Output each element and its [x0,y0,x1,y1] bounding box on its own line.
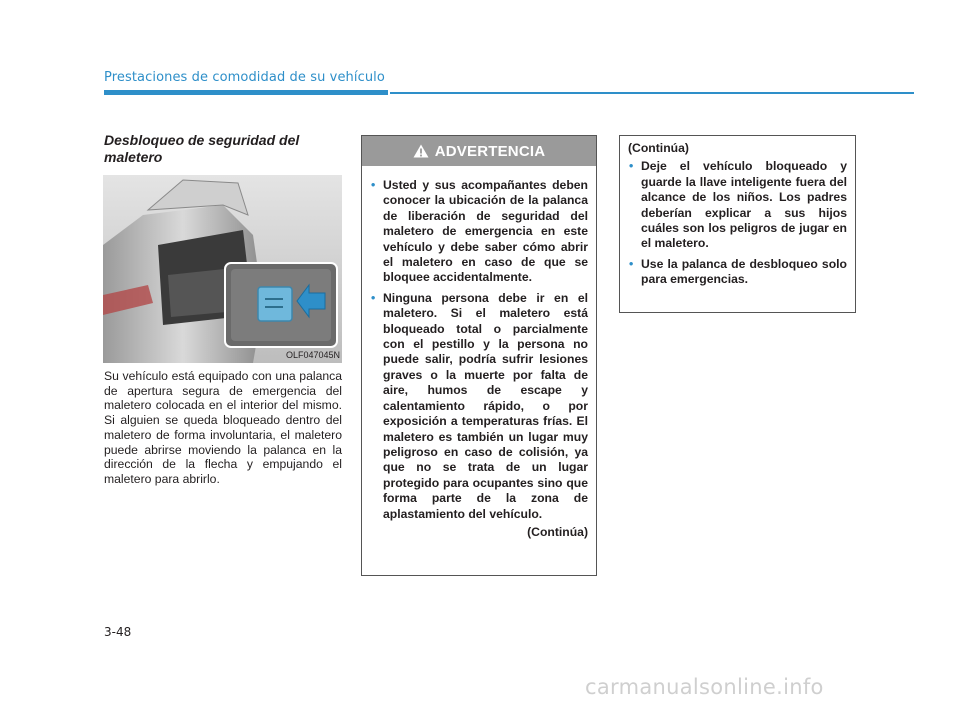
warning-box [361,135,597,576]
body-paragraph: Su vehículo está equipado con una palanca de apertura segura de emergencia del maletero colocada en el interior del mismo. Si alguien se queda bloqueado dentro del maletero de forma involuntaria, el maletero puede abrirse moviendo la palanca en la dirección de la flecha y empujando el maletero para abrirlo. [104,369,342,486]
trunk-release-photo [103,175,342,363]
continuation-list [628,159,847,287]
warning-title: ADVERTENCIA [434,142,546,160]
warning-header [362,136,596,166]
list-item: • Deje el vehículo bloqueado y guarde la llave inteligente fuera del alcance de los niños. Los padres deberían explicar a sus hijos cuáles son los peligros de jugar en el maletero. [629,159,847,251]
figure-code: OLF047045N [285,350,340,360]
section-title: Prestaciones de comodidad de su vehículo [104,70,385,85]
continuation-box [619,135,856,313]
list-item: • Ninguna persona debe ir en el maletero. Si el maletero está bloqueado total o parcialmente con el pestillo y la persona no puede salir, podría sufrir lesiones graves o la muerte por falta de aire, humos de escape y calentamiento rápido, o por exposición a temperaturas frías. El maletero es también un lugar muy peligroso en caso de colisión, ya que no se trata de un lugar protegido para ocupantes sino que forma parte de la zona de aplastamiento del vehículo. [371,290,588,521]
section-heading: Desbloqueo de seguridad del maletero [104,132,300,165]
list-item: • Use la palanca de desbloqueo solo para emergencias. [629,256,847,287]
list-item: • Usted y sus acompañantes deben conocer la ubicación de la palanca de liberación de seguridad del maletero de emergencia en este vehículo y debe saber cómo abrir el maletero en caso de que se bloquee accidentalmente. [371,178,588,285]
warning-triangle-icon [413,144,429,158]
continuation-label: (Continúa) [628,141,689,155]
page-number: 3-48 [104,625,132,639]
continues-label: (Continúa) [527,524,588,539]
watermark: carmanualsonline.info [585,675,824,699]
warning-list [370,178,588,522]
header-rule-thick [104,90,388,95]
header-rule-thin [390,92,914,94]
